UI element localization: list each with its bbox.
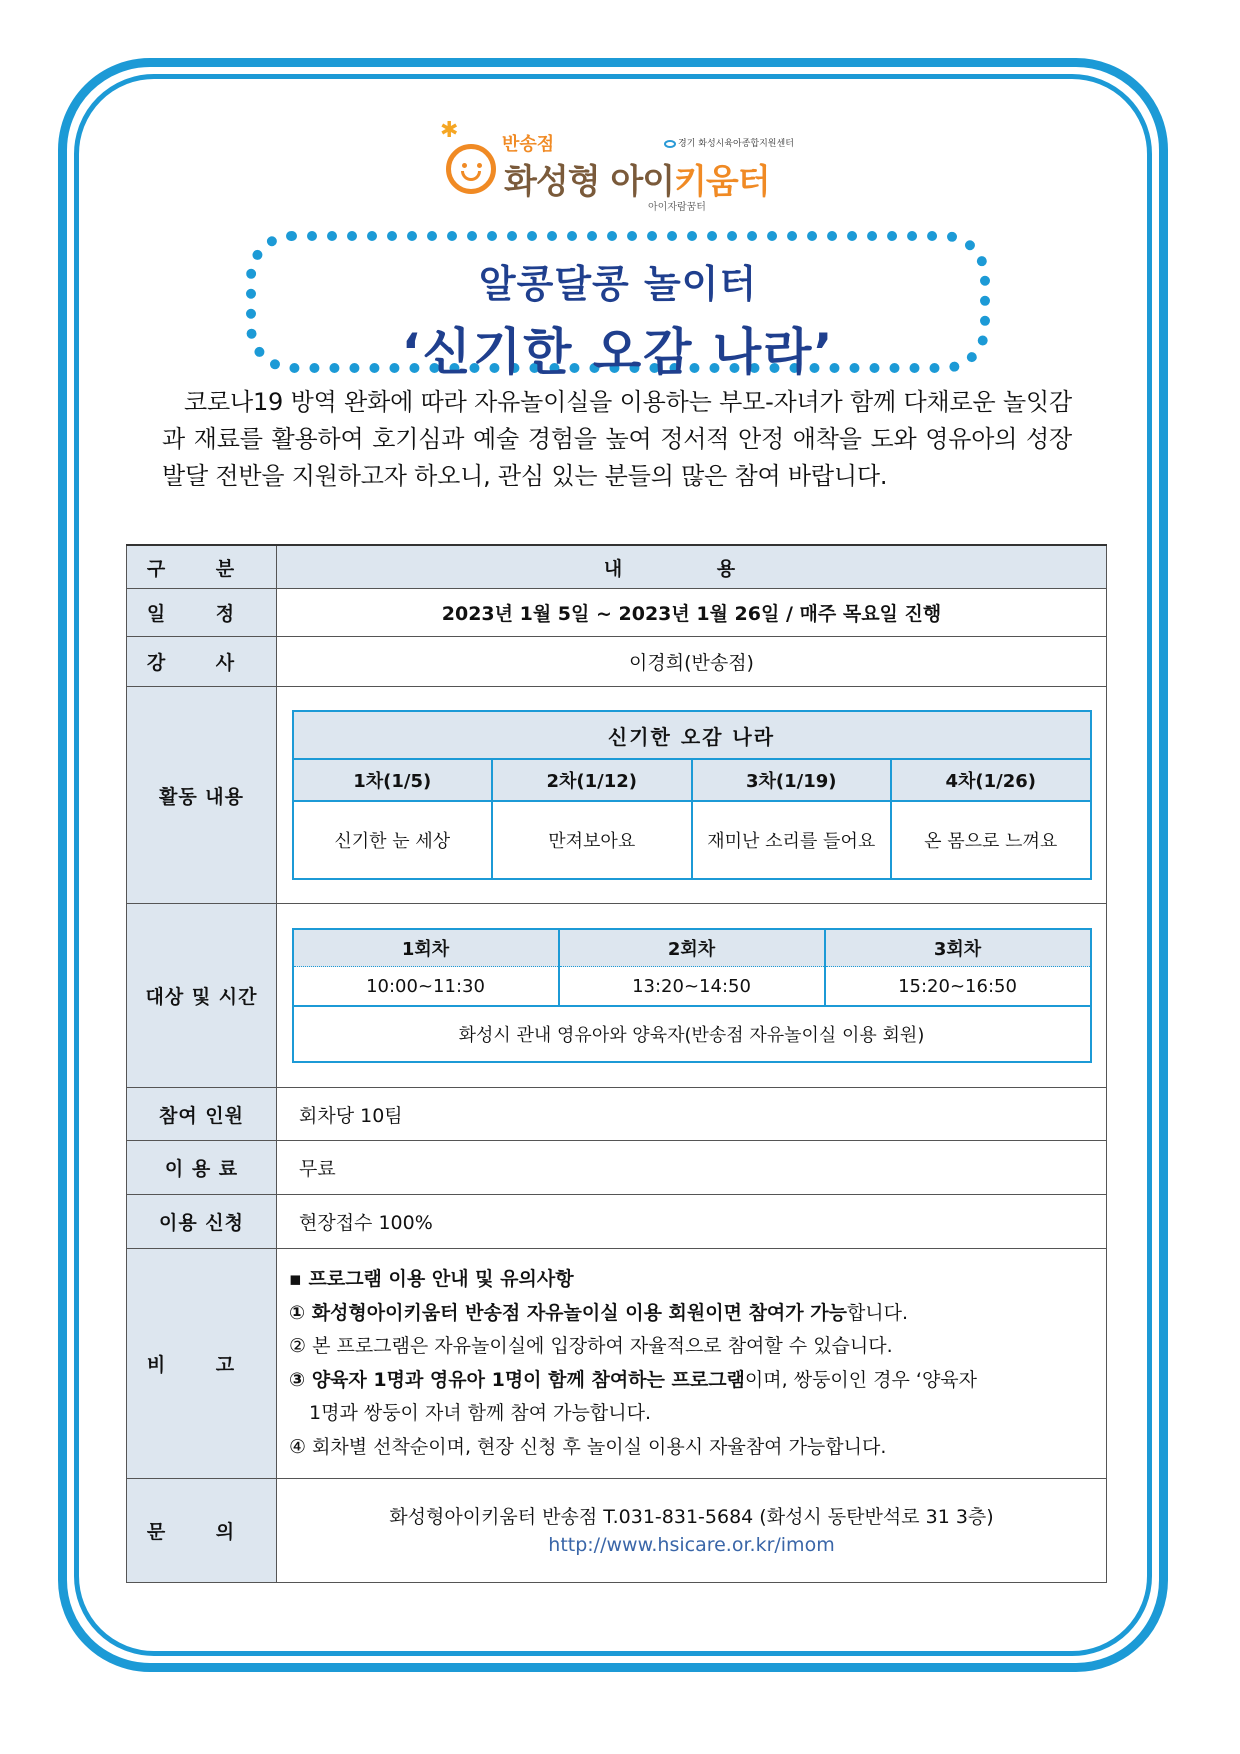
inquiry-row <box>127 1479 1107 1583</box>
note-row <box>127 1249 1107 1479</box>
intro-paragraph: 코로나19 방역 완화에 따라 자유놀이실을 이용하는 부모-자녀가 함께 다채로운 놀잇감과 재료를 활용하여 호기심과 예술 경험을 높여 정서적 안정 애착을 도와 영유아의 성장 발달 전반을 지원하고자 하오니, 관심 있는 분들의 많은 참여 바랍니다. <box>162 388 1072 490</box>
time-round: 3회차 <box>825 929 1091 967</box>
time-range: 15:20~16:50 <box>825 967 1091 1007</box>
fee-value: 무료 <box>277 1141 1107 1195</box>
session-round: 2차(1/12) <box>492 759 692 801</box>
program-info-table <box>126 544 1107 1583</box>
star-icon: ✱ <box>440 118 459 143</box>
target-table <box>292 928 1092 1063</box>
schedule-value: 2023년 1월 5일 ~ 2023년 1월 26일 / 매주 목요일 진행 <box>277 589 1107 637</box>
header-label: 구 분 <box>127 545 277 589</box>
target-audience: 화성시 관내 영유아와 양육자(반송점 자유놀이실 이용 회원) <box>293 1006 1091 1062</box>
apply-value: 현장접수 100% <box>277 1195 1107 1249</box>
center-logo <box>440 118 800 213</box>
activity-title: 신기한 오감 나라 <box>293 711 1091 759</box>
title-box <box>246 231 990 381</box>
smiley-face-icon <box>446 144 496 194</box>
inquiry-label: 문 의 <box>127 1479 277 1583</box>
target-label: 대상 및 시간 <box>127 904 277 1088</box>
org-logo-icon <box>664 140 676 148</box>
time-range: 13:20~14:50 <box>559 967 825 1007</box>
header-content: 내 용 <box>277 545 1107 589</box>
inquiry-content <box>277 1479 1107 1583</box>
apply-row <box>127 1195 1107 1249</box>
participants-value: 회차당 10팀 <box>277 1088 1107 1141</box>
session-topic: 온 몸으로 느껴요 <box>891 801 1091 879</box>
inquiry-url-link[interactable]: http://www.hsicare.or.kr/imom <box>548 1533 835 1556</box>
schedule-label: 일 정 <box>127 589 277 637</box>
target-row <box>127 904 1107 1088</box>
session-round: 4차(1/26) <box>891 759 1091 801</box>
note-3: ③ 양육자 1명과 영유아 1명이 함께 참여하는 프로그램이며, 쌍둥이인 경우 ‘양육자 <box>289 1368 978 1391</box>
inquiry-contact: 화성형아이키움터 반송점 T.031-831-5684 (화성시 동탄반석로 31 3층) <box>389 1505 994 1528</box>
instructor-row <box>127 637 1107 687</box>
note-4: ④ 회차별 선착순이며, 현장 신청 후 놀이실 이용시 자율참여 가능합니다. <box>289 1435 887 1458</box>
activity-cell <box>277 687 1107 904</box>
fee-row <box>127 1141 1107 1195</box>
logo-branch: 반송점 <box>502 134 555 155</box>
instructor-label: 강 사 <box>127 637 277 687</box>
note-head: ▪ 프로그램 이용 안내 및 유의사항 <box>289 1268 574 1290</box>
fee-label: 이 용 료 <box>127 1141 277 1195</box>
note-2: ② 본 프로그램은 자유놀이실에 입장하여 자율적으로 참여할 수 있습니다. <box>289 1335 893 1357</box>
activity-row <box>127 687 1107 904</box>
apply-label: 이용 신청 <box>127 1195 277 1249</box>
title-line-2: ‘신기한 오감 나라’ <box>401 323 835 381</box>
logo-subtitle: 아이자람꿈터 <box>648 202 706 213</box>
session-topic: 신기한 눈 세상 <box>293 801 493 879</box>
target-cell <box>277 904 1107 1088</box>
session-topic: 재미난 소리를 들어요 <box>692 801 892 879</box>
activity-table <box>292 710 1092 880</box>
activity-label: 활동 내용 <box>127 687 277 904</box>
participants-label: 참여 인원 <box>127 1088 277 1141</box>
note-1: ① 화성형아이키움터 반송점 자유놀이실 이용 회원이면 참여가 가능합니다. <box>289 1301 909 1324</box>
note-3-continued: 1명과 쌍둥이 자녀 함께 참여 가능합니다. <box>309 1402 651 1424</box>
instructor-value: 이경희(반송점) <box>277 637 1107 687</box>
note-content <box>277 1249 1107 1479</box>
time-round: 2회차 <box>559 929 825 967</box>
time-range: 10:00~11:30 <box>293 967 559 1007</box>
schedule-row <box>127 589 1107 637</box>
session-topic: 만져보아요 <box>492 801 692 879</box>
table-header-row <box>127 545 1107 589</box>
participants-row <box>127 1088 1107 1141</box>
time-round: 1회차 <box>293 929 559 967</box>
logo-org: 경기 화성시육아종합지원센터 <box>664 136 794 149</box>
title-line-1: 알콩달콩 놀이터 <box>478 262 758 306</box>
logo-name: 화성형 아이키움터 <box>504 162 770 202</box>
session-round: 3차(1/19) <box>692 759 892 801</box>
session-round: 1차(1/5) <box>293 759 493 801</box>
note-label: 비 고 <box>127 1249 277 1479</box>
